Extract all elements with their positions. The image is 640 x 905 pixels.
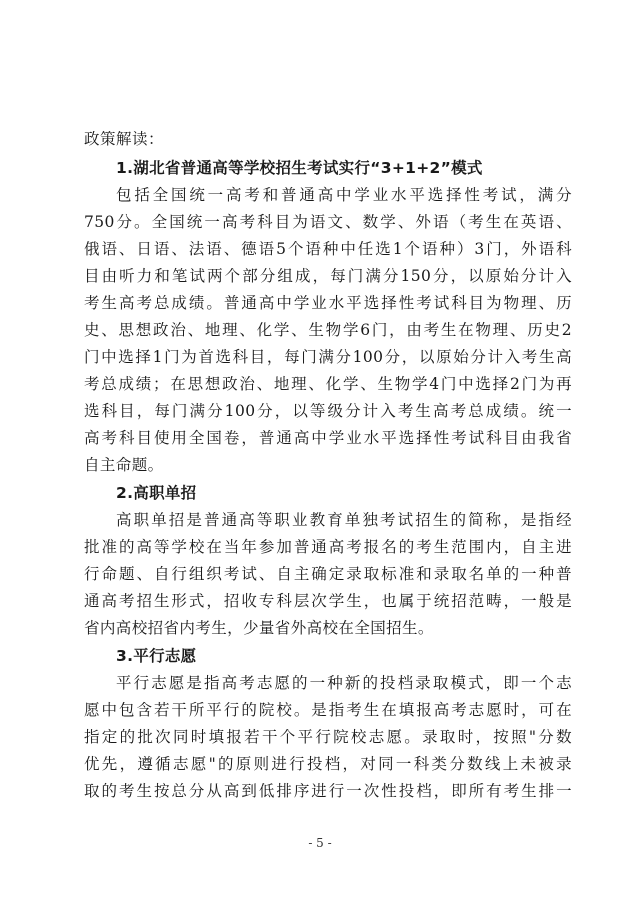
paragraph-line: 俄语、日语、法语、德语5个语种中任选1个语种）3门，外语科 <box>84 240 572 258</box>
paragraph-line: 行命题、自行组织考试、自主确定录取标准和录取名单的一种普 <box>84 565 572 583</box>
paragraph-line: 高职单招是普通高等职业教育单独考试招生的简称，是指经 <box>116 511 572 529</box>
paragraph-line: 750分。全国统一高考科目为语文、数学、外语（考生在英语、 <box>84 213 572 231</box>
paragraph-line: 优先，遵循志愿"的原则进行投档，对同一科类分数线上未被录 <box>84 755 572 773</box>
paragraph-line: 自主命题。 <box>84 456 164 474</box>
paragraph-line: 选科目，每门满分100分，以等级分计入考生高考总成绩。统一 <box>84 402 572 420</box>
paragraph-line: 高考科目使用全国卷，普通高中学业水平选择性考试科目由我省 <box>84 429 572 447</box>
paragraph-line: 批准的高等学校在当年参加普通高考报名的考生范围内，自主进 <box>84 538 572 556</box>
paragraph-line: 通高考招生形式，招收专科层次学生，也属于统招范畴，一般是 <box>84 592 572 610</box>
section-heading: 3.平行志愿 <box>116 647 197 665</box>
paragraph-line: 省内高校招省内考生，少量省外高校在全国招生。 <box>84 619 434 637</box>
paragraph-line: 考总成绩；在思想政治、地理、化学、生物学4门中选择2门为再 <box>84 375 572 393</box>
paragraph-line: 考生高考总成绩。普通高中学业水平选择性考试科目为物理、历 <box>84 294 572 312</box>
paragraph-line: 史、思想政治、地理、化学、生物学6门，由考生在物理、历史2 <box>84 321 572 339</box>
paragraph-line: 取的考生按总分从高到低排序进行一次性投档，即所有考生排一 <box>84 782 572 800</box>
section-heading: 2.高职单招 <box>116 484 197 502</box>
paragraph-line: 愿中包含若干所平行的院校。是指考生在填报高考志愿时，可在 <box>84 701 572 719</box>
paragraph-line: 包括全国统一高考和普通高中学业水平选择性考试，满分 <box>116 186 572 204</box>
paragraph-line: 指定的批次同时填报若干个平行院校志愿。录取时，按照"分数 <box>84 728 572 746</box>
document-body <box>84 124 572 805</box>
paragraph-line: 目由听力和笔试两个部分组成，每门满分150分，以原始分计入 <box>84 267 572 285</box>
paragraph-line: 平行志愿是指高考志愿的一种新的投档录取模式，即一个志 <box>116 674 572 692</box>
intro-label: 政策解读： <box>84 130 165 148</box>
section-heading: 1.湖北省普通高等学校招生考试实行“3+1+2”模式 <box>116 159 483 177</box>
page-number: - 5 - <box>308 836 332 850</box>
paragraph-line: 门中选择1门为首选科目，每门满分100分，以原始分计入考生高 <box>84 348 572 366</box>
